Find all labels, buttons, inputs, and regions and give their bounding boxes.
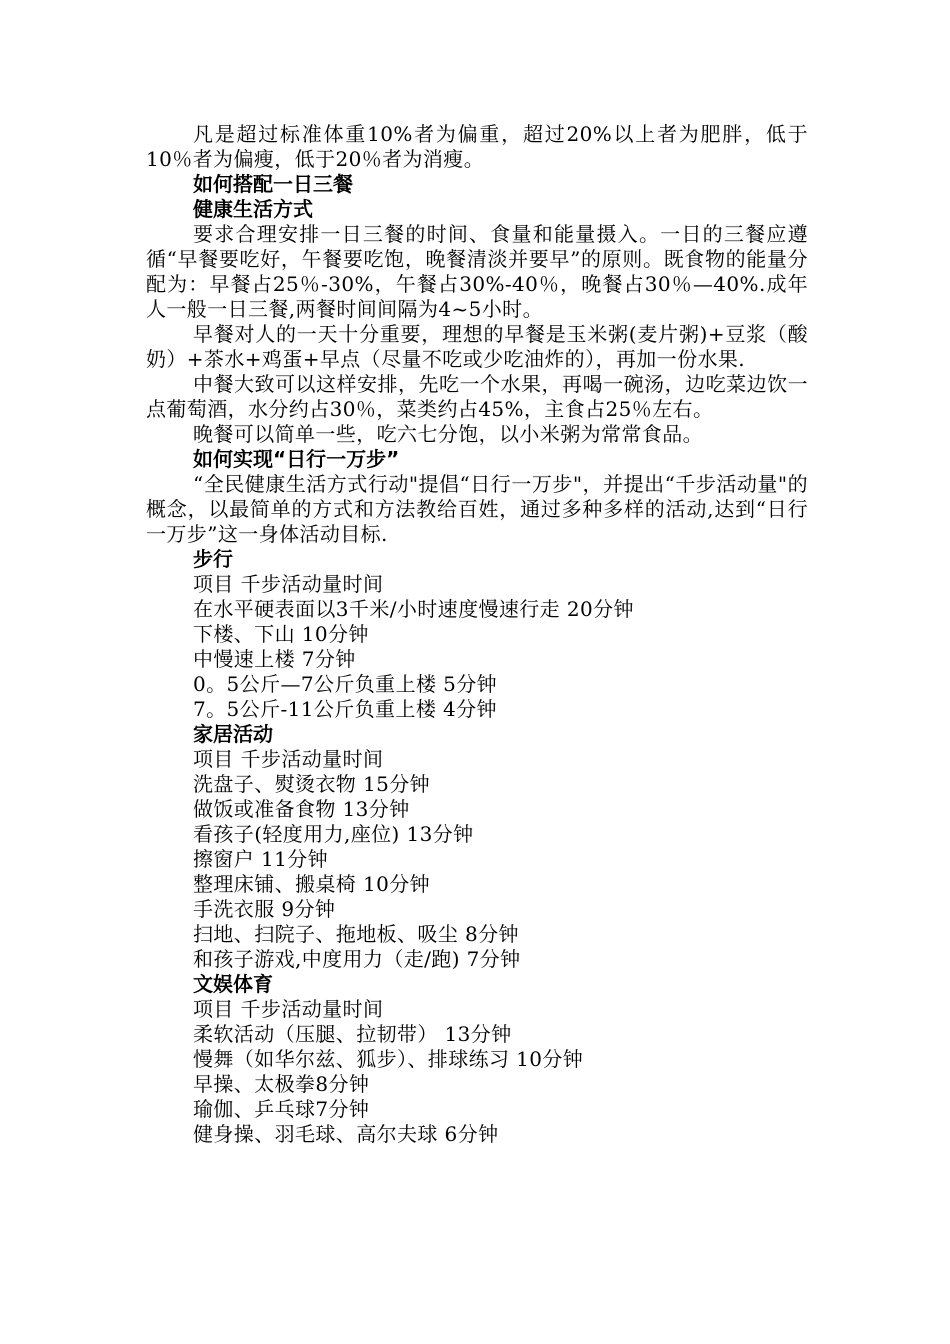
heading-healthy-lifestyle: 健康生活方式 (193, 197, 313, 221)
list-item: 0。5公斤—7公斤负重上楼 5分钟 (193, 672, 498, 696)
paragraph-ten-thousand-steps: “全民健康生活方式行动"提倡“日行一万步"，并提出“千步活动量"的概念，以最简单的方式和方法教给百姓，通过多种多样的活动,达到“日行一万步”这一身体活动目标. (146, 472, 808, 546)
list-item: 早操、太极拳8分钟 (193, 1072, 370, 1096)
list-item: 做饭或准备食物 13分钟 (193, 797, 410, 821)
list-item: 整理床铺、搬桌椅 10分钟 (193, 872, 431, 896)
list-item: 洗盘子、熨烫衣物 15分钟 (193, 772, 431, 796)
section-title: 文娱体育 (193, 972, 273, 996)
list-item: 项目 千步活动量时间 (193, 572, 384, 596)
list-item: 扫地、扫院子、拖地板、吸尘 8分钟 (193, 922, 519, 946)
heading-ten-thousand-steps: 如何实现“日行一万步” (193, 447, 400, 471)
section-recreation-sports (146, 972, 808, 1147)
paragraph-dinner: 晚餐可以简单一些，吃六七分饱，以小米粥为常常食品。 (193, 422, 703, 446)
list-item: 项目 千步活动量时间 (193, 997, 384, 1021)
list-item: 中慢速上楼 7分钟 (193, 647, 356, 671)
paragraph-breakfast: 早餐对人的一天十分重要，理想的早餐是玉米粥(麦片粥)+豆浆（酸奶）+茶水+鸡蛋+早点（尽量不吃或少吃油炸的），再加一份水果. (146, 322, 808, 371)
list-item: 7。5公斤-11公斤负重上楼 4分钟 (193, 697, 497, 721)
section-title: 家居活动 (193, 722, 273, 746)
list-item: 和孩子游戏,中度用力（走/跑) 7分钟 (193, 947, 521, 971)
section-walking (146, 547, 808, 722)
section-title: 步行 (193, 547, 233, 571)
heading-three-meals: 如何搭配一日三餐 (193, 172, 353, 196)
list-item: 慢舞（如华尔兹、狐步）、排球练习 10分钟 (193, 1047, 584, 1071)
paragraph-meal-schedule: 要求合理安排一日三餐的时间、食量和能量摄入。一日的三餐应遵循“早餐要吃好，午餐要吃饱，晚餐清淡并要早”的原则。既食物的能量分配为：早餐占25％-30%，午餐占30%-40％，晚餐占30％—40%.成年人一般一日三餐,两餐时间间隔为4~5小时。 (146, 222, 808, 321)
list-item: 项目 千步活动量时间 (193, 747, 384, 771)
document-body (146, 122, 808, 1147)
list-item: 看孩子(轻度用力,座位) 13分钟 (193, 822, 474, 846)
list-item: 擦窗户 11分钟 (193, 847, 329, 871)
list-item: 手洗衣服 9分钟 (193, 897, 336, 921)
section-home-activities (146, 722, 808, 972)
list-item: 瑜伽、乒乓球7分钟 (193, 1097, 370, 1121)
list-item: 柔软活动（压腿、拉韧带） 13分钟 (193, 1022, 512, 1046)
list-item: 下楼、下山 10分钟 (193, 622, 369, 646)
list-item: 在水平硬表面以3千米/小时速度慢速行走 20分钟 (193, 597, 634, 621)
paragraph-weight-definition: 凡是超过标准体重10%者为偏重，超过20%以上者为肥胖，低于10％者为偏瘦，低于20％者为消瘦。 (146, 122, 808, 171)
list-item: 健身操、羽毛球、高尔夫球 6分钟 (193, 1122, 499, 1146)
paragraph-lunch: 中餐大致可以这样安排，先吃一个水果，再喝一碗汤，边吃菜边饮一点葡萄酒，水分约占30％，菜类约占45%，主食占25％左右。 (146, 372, 808, 421)
